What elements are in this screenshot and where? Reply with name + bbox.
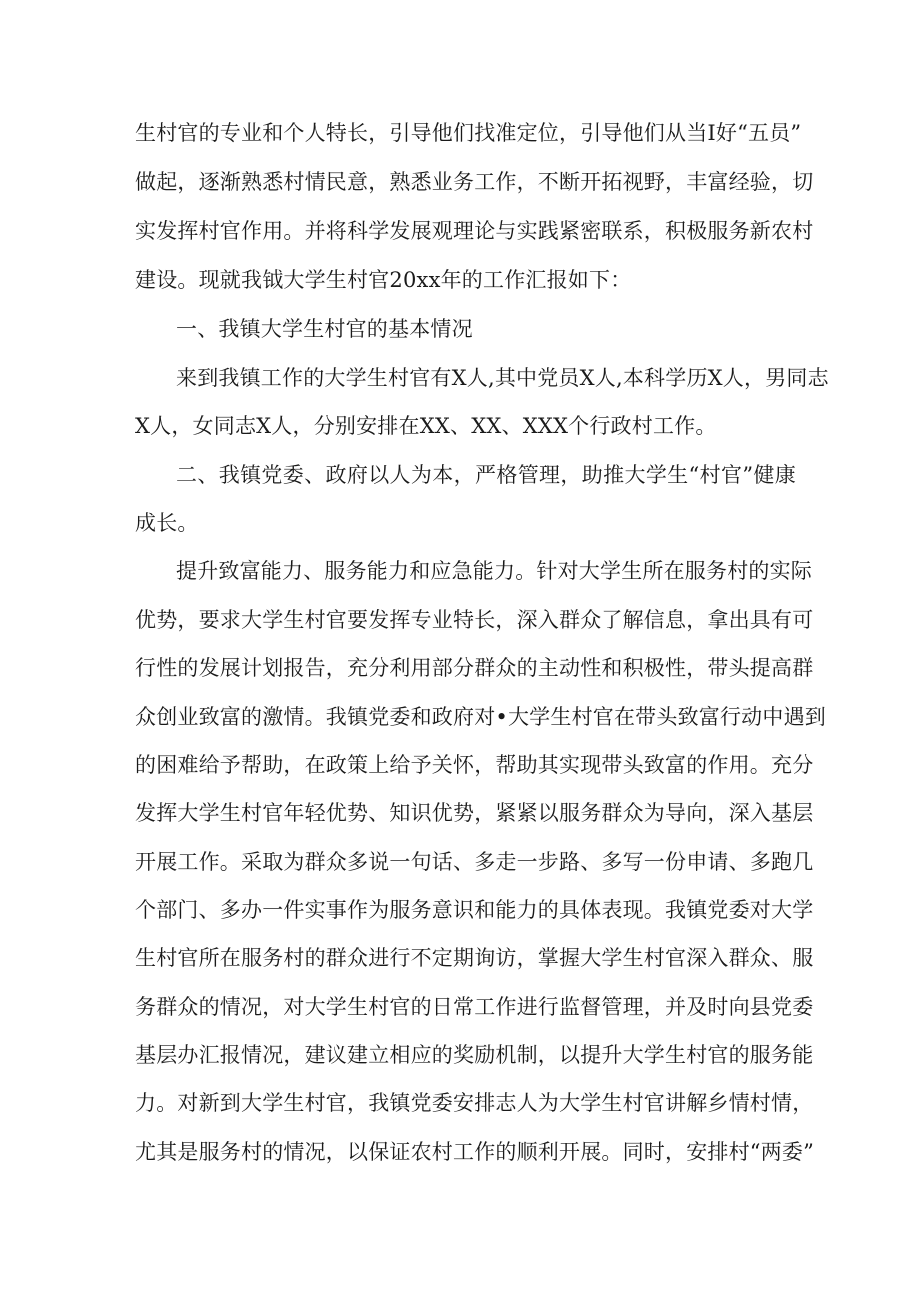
text-line: 个部门、多办一件实事作为服务意识和能力的具体表现。我镇党委对大学 xyxy=(135,898,814,922)
text-line: 开展工作。采取为群众多说一句话、多走一步路、多写一份申请、多跑几 xyxy=(135,850,814,874)
text-line: 生村官的专业和个人特长，引导他们找准定位，引导他们从当I好“五员” xyxy=(135,121,802,145)
text-line: 尤其是服务村的情况，以保证农村工作的顺利开展。同时，安排村“两委” xyxy=(135,1140,815,1164)
text-line: 力。对新到大学生村官，我镇党委安排志人为大学生村官讲解乡情村情， xyxy=(135,1091,814,1115)
text-line: 来到我镇工作的大学生村官有X人,其中党员X人,本科学历X人，男同志 xyxy=(176,366,829,390)
text-line: 众创业致富的激情。我镇党委和政府对•大学生村官在带头致富行动中遇到 xyxy=(135,705,826,729)
text-line: 发挥大学生村官年轻优势、知识优势，紧紧以服务群众为导向，深入基层 xyxy=(135,801,814,825)
text-line: 务群众的情况，对大学生村官的日常工作进行监督管理，并及时向县党委 xyxy=(135,995,814,1019)
text-line: 提升致富能力、服务能力和应急能力。针对大学生所在服务村的实际 xyxy=(176,559,812,583)
section-heading-2-cont: 成长。 xyxy=(135,511,199,535)
section-heading-2: 二、我镇党委、政府以人为本，严格管理，助推大学生“村官”健康 xyxy=(176,463,796,487)
text-line: 的困难给予帮助，在政策上给予关怀，帮助其实现带头致富的作用。充分 xyxy=(135,753,814,777)
text-line: 实发挥村官作用。并将科学发展观理论与实践紧密联系，积极服务新农村 xyxy=(135,219,814,243)
text-line: 建设。现就我钺大学生村官20xx年的工作汇报如下： xyxy=(135,268,632,292)
text-line: 基层办汇报情况，建议建立相应的奖励机制，以提升大学生村官的服务能 xyxy=(135,1043,814,1067)
text-line: 做起，逐渐熟悉村情民意，熟悉业务工作，不断开拓视野，丰富经验，切 xyxy=(135,170,814,194)
text-line: 生村官所在服务村的群众进行不定期询访，掌握大学生村官深入群众、服 xyxy=(135,946,814,970)
text-line: 行性的发展计划报告，充分利用部分群众的主动性和积极性，带头提高群 xyxy=(135,656,814,680)
section-heading-1: 一、我镇大学生村官的基本情况 xyxy=(176,317,473,341)
text-line: 优势，要求大学生村官要发挥专业特长，深入群众了解信息，拿出具有可 xyxy=(135,608,814,632)
text-line: X人，女同志X人，分别安排在XX、XX、XXX个行政村工作。 xyxy=(135,414,717,438)
